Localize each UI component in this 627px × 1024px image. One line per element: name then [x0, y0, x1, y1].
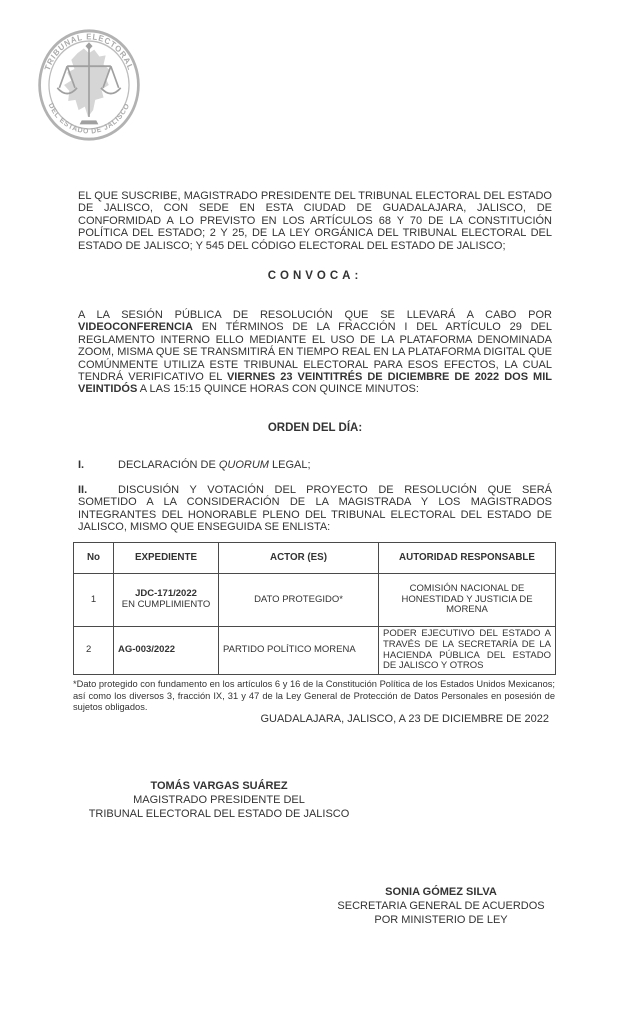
header-no: No: [74, 543, 114, 574]
jalisco-map-silhouette: [64, 49, 110, 117]
president-title-1: MAGISTRADO PRESIDENTE DEL: [133, 794, 305, 806]
cell-no: 2: [74, 627, 114, 675]
expediente-number: JDC-171/2022: [135, 588, 197, 600]
agenda-item-1-pre: DECLARACIÓN DE: [118, 459, 219, 471]
session-run-videoconferencia: VIDEOCONFERENCIA: [78, 321, 193, 334]
cell-expediente: [114, 574, 219, 627]
cell-expediente: [114, 627, 219, 675]
orden-del-dia-heading: ORDEN DEL DÍA:: [267, 422, 363, 434]
cases-table: [73, 542, 556, 675]
tribunal-seal-logo: [37, 28, 141, 142]
cell-autoridad: PODER EJECUTIVO DEL ESTADO A TRAVÉS DE LA SECRETARÍA DE LA HACIENDA PÚBLICA DEL ESTADO DE JALISCO Y OTROS: [379, 627, 556, 675]
session-run-date-bold: VIERNES 23 VEINTITRÉS DE DICIEMBRE DE 2022 DOS MIL VEINTIDÓS: [78, 371, 552, 396]
president-title-2: TRIBUNAL ELECTORAL DEL ESTADO DE JALISCO: [88, 808, 350, 820]
seal-graphic: [37, 28, 141, 142]
header-actor: ACTOR (ES): [219, 543, 379, 574]
cell-actor: PARTIDO POLÍTICO MORENA: [219, 627, 379, 675]
secretary-title-2: POR MINISTERIO DE LEY: [374, 914, 508, 926]
seal-text-top: TRIBUNAL ELECTORAL: [43, 32, 135, 73]
place-date-line: GUADALAJARA, JALISCO, A 23 DE DICIEMBRE DE 2022: [260, 713, 549, 725]
table-row: [74, 574, 556, 627]
table-row: [74, 627, 556, 675]
signature-president: [75, 779, 363, 821]
header-expediente: EXPEDIENTE: [114, 543, 219, 574]
convoca-heading: CONVOCA:: [267, 270, 363, 282]
signature-secretary: [325, 885, 557, 927]
agenda-item-1: [78, 459, 552, 471]
expediente-note: EN CUMPLIMIENTO: [121, 599, 211, 610]
session-run-5: A LAS 15:15 QUINCE HORAS CON QUINCE MINUTOS:: [137, 383, 419, 396]
agenda-item-2-numeral: II.: [78, 484, 88, 496]
intro-paragraph: EL QUE SUSCRIBE, MAGISTRADO PRESIDENTE DEL TRIBUNAL ELECTORAL DEL ESTADO DE JALISCO, CON SEDE EN ESTA CIUDAD DE GUADALAJARA, JALISCO, DE CONFORMIDAD A LO PREVISTO EN LOS ARTÍCULOS 68 Y 70 DE LA CONSTITUCIÓN POLÍTICA DEL ESTADO; 2 Y 25, DE LA LEY ORGÁNICA DEL TRIBUNAL ELECTORAL DEL ESTADO DE JALISCO; Y 545 DEL CÓDIGO ELECTORAL DEL ESTADO DE JALISCO;: [78, 190, 552, 252]
cell-autoridad: COMISIÓN NACIONAL DE HONESTIDAD Y JUSTICIA DE MORENA: [379, 574, 556, 627]
expediente-number: AG-003/2022: [118, 644, 176, 656]
president-name: TOMÁS VARGAS SUÁREZ: [150, 780, 288, 792]
agenda-item-1-numeral: I.: [78, 459, 85, 471]
cases-table-container: [73, 542, 555, 675]
secretary-title-1: SECRETARIA GENERAL DE ACUERDOS: [337, 900, 545, 912]
data-protection-footnote: *Dato protegido con fundamento en los artículos 6 y 16 de la Constitución Política de los Estados Unidos Mexicanos; así como los diversos 3, fracción IX, 31 y 47 de la Ley General de Protección de Datos Personales en posesión de sujetos obligados.: [73, 679, 555, 713]
agenda-item-2: [78, 484, 552, 534]
seal-text-bottom: DEL ESTADO DE JALISCO: [46, 101, 132, 136]
secretary-name: SONIA GÓMEZ SILVA: [385, 886, 497, 898]
agenda-item-1-quorum: QUORUM: [218, 459, 269, 471]
cell-no: 1: [74, 574, 114, 627]
header-autoridad: AUTORIDAD RESPONSABLE: [379, 543, 556, 574]
table-header-row: [74, 543, 556, 574]
agenda-item-1-post: LEGAL;: [268, 459, 311, 471]
cell-actor: DATO PROTEGIDO*: [219, 574, 379, 627]
agenda-item-2-text: DISCUSIÓN Y VOTACIÓN DEL PROYECTO DE RESOLUCIÓN QUE SERÁ SOMETIDO A LA CONSIDERACIÓN DE LA MAGISTRADA Y LOS MAGISTRADOS INTEGRANTES DEL HONORABLE PLENO DEL TRIBUNAL ELECTORAL DEL ESTADO DE JALISCO, MISMO QUE ENSEGUIDA SE ENLISTA:: [78, 484, 552, 534]
session-run-1: A LA SESIÓN PÚBLICA DE RESOLUCIÓN QUE SE LLEVARÁ A CABO POR: [78, 309, 552, 321]
session-paragraph: [78, 309, 552, 396]
session-run-3: EN TÉRMINOS DE LA FRACCIÓN I DEL ARTÍCULO 29 DEL REGLAMENTO INTERNO ELLO MEDIANTE EL USO DE LA PLATAFORMA DENOMINADA ZOOM, MISMA QUE SE TRANSMITIRÁ EN TIEMPO REAL EN LA PLATAFORMA DIGITAL QUE COMÚNMENTE UTILIZA ESTE TRIBUNAL ELECTORAL PARA ESOS EFECTOS, LA CUAL TENDRÁ VERIFICATIVO EL: [78, 321, 552, 384]
